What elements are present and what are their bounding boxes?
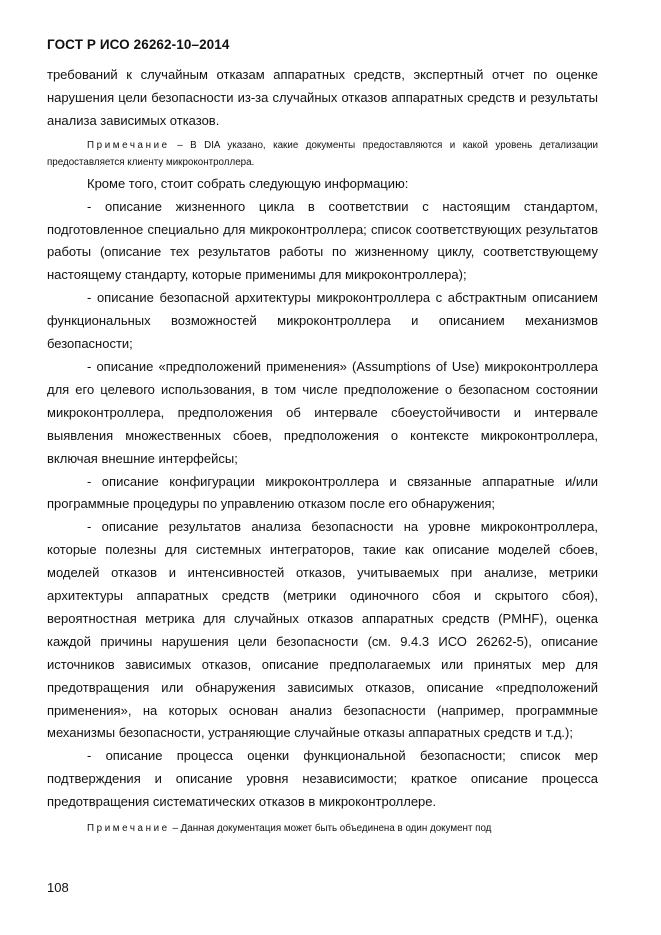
paragraph-intro: Кроме того, стоит собрать следующую информацию: bbox=[87, 175, 409, 191]
list-item-architecture: - описание безопасной архитектуры микроконтроллера с абстрактным описанием функциональных возможностей микроконтроллера и описанием механизмов безопасности; bbox=[47, 290, 598, 352]
note-1-text: – В DIA указано, какие документы предоставляются и какой уровень детализации предоставляется клиенту микроконтроллера. bbox=[47, 139, 598, 169]
page-number: 108 bbox=[47, 880, 69, 895]
list-item-lifecycle: - описание жизненного цикла в соответствии с настоящим стандартом, подготовленное специально для микроконтроллера; список соответствующих результатов работы (описание тех результатов работы по жизненному циклу, соответствующему настоящему стандарту, которые применимы для микроконтроллера); bbox=[47, 198, 598, 283]
list-item-assumptions: - описание «предположений применения» (Assumptions of Use) микроконтроллера для его целевого использования, в том числе предположение о безопасном состоянии микроконтроллера, предположения об интервале сбоеустойчивости и интервале выявления множественных сбоев, предположения о контексте микроконтроллера, включая внешние интерфейсы; bbox=[47, 358, 598, 466]
note-1 bbox=[47, 137, 598, 172]
note-2-text: – Данная документация может быть объединена в один документ под bbox=[169, 823, 492, 835]
note-2-label: Примечание bbox=[87, 823, 170, 835]
paragraph-continuation: требований к случайным отказам аппаратных средств, экспертный отчет по оценке нарушения цели безопасности из-за случайных отказов аппаратных средств и результаты анализа зависимых отказов. bbox=[47, 67, 598, 128]
list-item-safety-analysis: - описание результатов анализа безопасности на уровне микроконтроллера, которые полезны для системных интеграторов, такие как описание моделей сбоев, моделей отказов и интенсивностей отказов, учитываемых при анализе, метрики архитектуры аппаратных средств (метрики одиночного сбоя и скрытого сбоя), вероятностная метрика для случайных отказов аппаратных средств (PMHF), оценка каждой причины нарушения цели безопасности (см. 9.4.3 ИСО 26262-5), описание источников зависимых отказов, описание предполагаемых или принятых мер для предотвращения или обнаружения зависимых отказов, описание «предположений применения», на которых основан анализ безопасности (например, программные механизмы безопасности, устраняющие случайные отказы аппаратных средств и т.д.); bbox=[47, 519, 598, 741]
list-item-configuration: - описание конфигурации микроконтроллера и связанные аппаратные и/или программные процедуры по управлению отказом после его обнаружения; bbox=[47, 473, 598, 512]
page-header-title: ГОСТ Р ИСО 26262-10–2014 bbox=[47, 37, 230, 52]
note-1-label: Примечание bbox=[87, 139, 170, 151]
body-text bbox=[47, 64, 598, 839]
note-2 bbox=[47, 820, 598, 838]
list-item-assessment: - описание процесса оценки функциональной безопасности; список мер подтверждения и описание уровня независимости; краткое описание процесса предотвращения систематических отказов в микроконтроллере. bbox=[47, 748, 598, 810]
